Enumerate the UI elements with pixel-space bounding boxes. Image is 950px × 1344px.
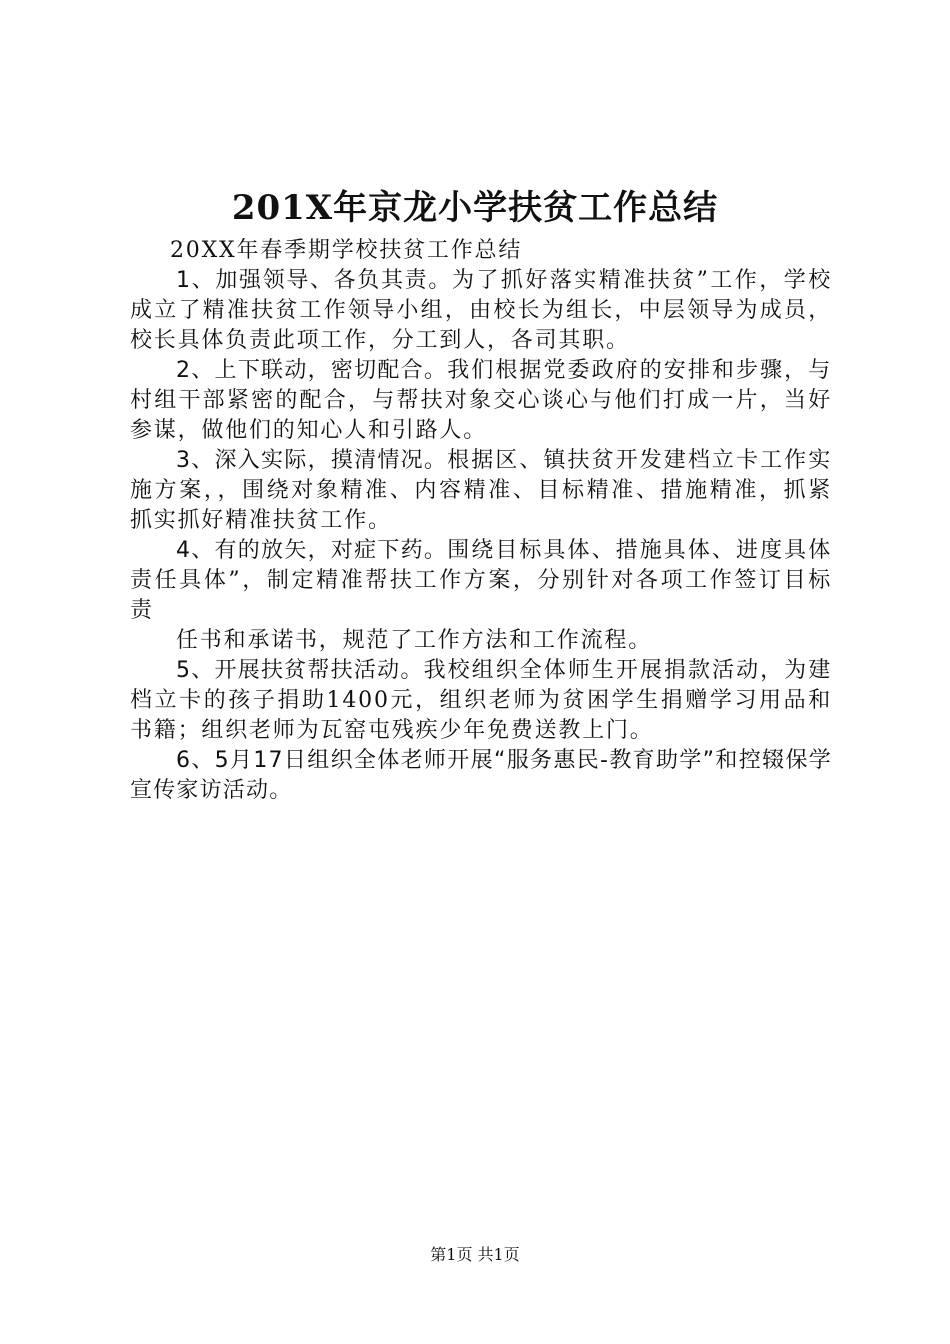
paragraph-3-text: 根据区、镇扶贫开发建档立卡工作实施方案，，围绕对象精准、内容精准、目标精准、措施精准，抓紧抓实抓好精准扶贫工作。 (130, 448, 832, 533)
paragraph-5 (130, 656, 832, 746)
document-title: 201X年京龙小学扶贫工作总结 (231, 188, 719, 228)
paragraph-1-text: 为了抓好落实精准扶贫”工作，学校成立了精准扶贫工作领导小组，由校长为组长，中层领导为成员，校长具体负责此项工作，分工到人，各司其职。 (130, 268, 832, 353)
paragraph-5-text: 我校组织全体师生开展捐款活动，为建档立卡的孩子捐助1400元，组织老师为贫困学生捐赠学习用品和书籍；组织老师为瓦窑屯残疾少年免费送教上门。 (130, 658, 832, 743)
paragraph-2 (130, 356, 832, 446)
paragraph-2-lead: 2、上下联动，密切配合。 (176, 358, 448, 383)
paragraph-4-continuation: 任书和承诺书，规范了工作方法和工作流程。 (176, 628, 653, 653)
document-subtitle: 20XX年春季期学校扶贫工作总结 (170, 238, 523, 263)
paragraph-3-lead: 3、深入实际，摸清情况。 (176, 448, 448, 473)
paragraph-1-lead: 1、加强领导、各负其责。 (176, 268, 452, 293)
paragraph-1 (130, 266, 832, 356)
paragraph-4-lead: 4、有的放矢，对症下药。 (176, 538, 448, 563)
paragraph-2-text: 我们根据党委政府的安排和步骤，与村组干部紧密的配合，与帮扶对象交心谈心与他们打成一片，当好参谋，做他们的知心人和引路人。 (130, 358, 832, 443)
paragraph-4 (130, 536, 832, 626)
paragraph-3 (130, 446, 832, 536)
document-body (130, 236, 832, 806)
page-footer: 第1页 共1页 (430, 1245, 520, 1264)
paragraph-6: 6、5月17日组织全体老师开展“服务惠民-教育助学”和控辍保学宣传家访活动。 (130, 748, 832, 803)
paragraph-4-text: 围绕目标具体、措施具体、进度具体责任具体”，制定精准帮扶工作方案，分别针对各项工作签订目标责 (130, 538, 832, 623)
paragraph-5-lead: 5、开展扶贫帮扶活动。 (176, 658, 424, 683)
